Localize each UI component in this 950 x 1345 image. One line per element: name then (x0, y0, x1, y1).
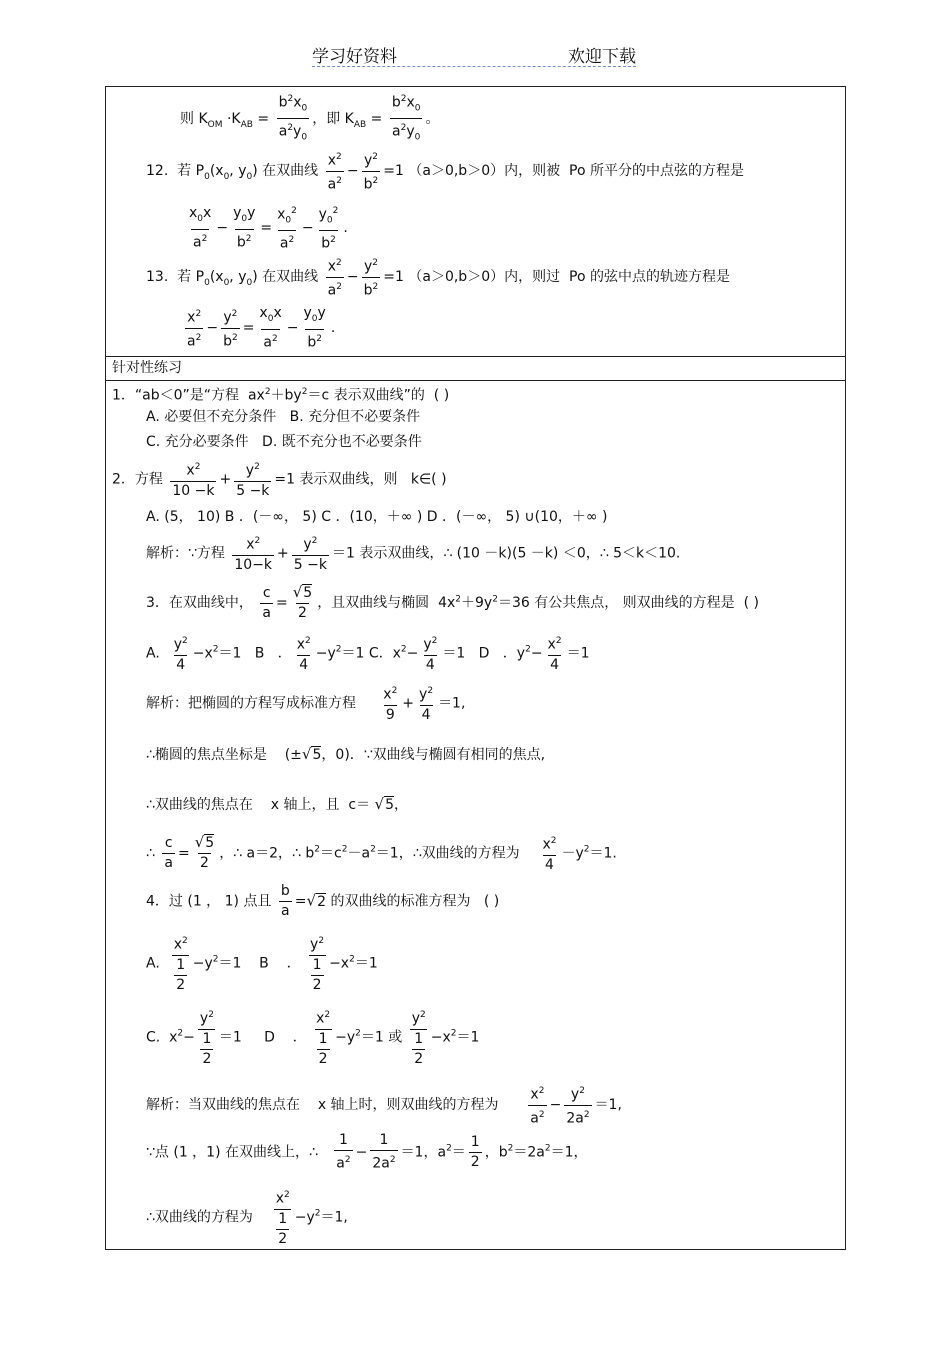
q1-options-cd: C. 充分必要条件 D. 既不充分也不必要条件 (146, 434, 422, 450)
q3-solution-1: 解析：把椭圆的方程写成标准方程 $\frac{x^2}{9}$ + $\frac{y^2}{4}$ ＝1, (146, 686, 466, 723)
header-left: 学习好资料 (312, 47, 397, 67)
q2-solution: 解析：∵方程 $\frac{x^2}{10-k}$ + $\frac{y^2}{5 -k}$ ＝1 表示双曲线，∴ (10 －k)(5 －k) ＜0，∴ 5＜k＜10. (146, 536, 681, 573)
q4-options-ab: A. $\frac{x^2}{\frac{1}{2}}$ $-y^2=1$ B ． $\frac{y^2}{\frac{1}{2}}$ $-x^2=1$ (146, 936, 378, 993)
q3-stem: 3．在双曲线中， $\frac{c}{a}$ = $\frac{√5}{2}$ ，且双曲线与椭圆 $4x^2+9y^2=36$ 有公共焦点， 则双曲线的方程是 ( ) (146, 583, 759, 621)
section-title: 针对性练习 (112, 360, 182, 376)
row-divider (106, 380, 845, 381)
item-12-formula: $\frac{x_0x}{a^2}$ − $\frac{y_0y}{b^2}$ = $\frac{x_0^2}{a^2}$ − $\frac{y_0^2}{b^2}$ . (189, 204, 348, 253)
q1-stem: 1．“ab＜0”是“方程 $ax^2+by^2=c$ 表示双曲线”的 ( ) (112, 387, 450, 404)
q3-solution-2: ∴椭圆的焦点坐标是 (±√5，0)．∵双曲线与椭圆有相同的焦点, (146, 745, 546, 763)
item-13-formula: $\frac{x^2}{a^2}$ − $\frac{y^2}{b^2}$ = $\frac{x_0x}{a^2}$ − $\frac{y_0y}{b^2}$ . (187, 305, 336, 351)
q4-solution-1: 解析：当双曲线的焦点在 x 轴上时，则双曲线的方程为 $\frac{x^2}{a^2}$ − $\frac{y^2}{2a^2}$ ＝1, (146, 1086, 622, 1127)
q3-solution-4: ∴ $\frac{c}{a}$ = $\frac{√5}{2}$ ，∴ a＝2，∴ $b^2=c^2-a^2=1$，∴双曲线的方程为 $\frac{x^2}{4}$ $-y^2=1$. (146, 833, 617, 873)
q3-solution-3: ∴双曲线的焦点在 x 轴上，且 c＝ √5， (146, 795, 409, 813)
q3-options: A. $\frac{y^2}{4}$ $-x^2=1$ B ． $\frac{x^2}{4}$ $-y^2=1$ C．$x^2-$ $\frac{y^2}{4}$ ＝1 D ．$y^2-$ $\frac{x^2}{4}$ ＝1 (146, 636, 590, 673)
kom-line: 则 $K_{OM} \cdot K_{AB}$ = $\frac{b^2x_0}{a^2y_0}$ ，即 $K_{AB}$ = $\frac{b^2x_0}{a^2y_0}$ 。 (180, 91, 440, 147)
item-12: 12. 若 $P_0(x_0$, $y_0$) 在双曲线 $\frac{x^2}{a^2}$ − $\frac{y^2}{b^2}$ =1 （a＞0,b＞0）内，则被 Po 所平分的中点弦的方程是 (146, 152, 744, 193)
page-header (312, 40, 636, 67)
q2-stem: 2．方程 $\frac{x^2}{10 -k}$ + $\frac{y^2}{5 -k}$ =1 表示双曲线，则 k∈( ) (112, 462, 447, 499)
content-table (105, 86, 846, 1250)
header-right: 欢迎下载 (568, 47, 636, 67)
row-divider (106, 356, 845, 357)
q4-solution-3: ∴双曲线的方程为 $\frac{x^2}{\frac{1}{2}}$ $-y^2=1$, (146, 1190, 348, 1247)
q4-solution-2: ∵点 (1 ，1) 在双曲线上，∴ $\frac{1}{a^2}$ − $\frac{1}{2a^2}$ ＝1，$a^2=$ $\frac{1}{2}$ ，$b^2=2a^2=1$， (146, 1132, 588, 1172)
q4-stem: 4．过 (1 ， 1) 点且 $\frac{b}{a}$ =√2 的双曲线的标准方程为 ( ) (146, 883, 500, 919)
item-13: 13. 若 $P_0(x_0$, $y_0$) 在双曲线 $\frac{x^2}{a^2}$ − $\frac{y^2}{b^2}$ =1 （a＞0,b＞0）内，则过 Po 的弦中点的轨迹方程是 (146, 258, 730, 299)
q2-options: A. (5， 10) B ．(－∞， 5) C ．(10，＋∞ ) D ．(－∞， 5) ∪(10，＋∞ ) (146, 509, 608, 525)
q1-options-ab: A. 必要但不充分条件 B. 充分但不必要条件 (146, 409, 421, 425)
q4-options-cd: C. $x^2-$ $\frac{y^2}{\frac{1}{2}}$ ＝1 D ． $\frac{x^2}{\frac{1}{2}}$ $-y^2=1$ 或 $\frac{y^2}{\frac{1}{2}}$ $-x^2=1$ (146, 1010, 480, 1067)
